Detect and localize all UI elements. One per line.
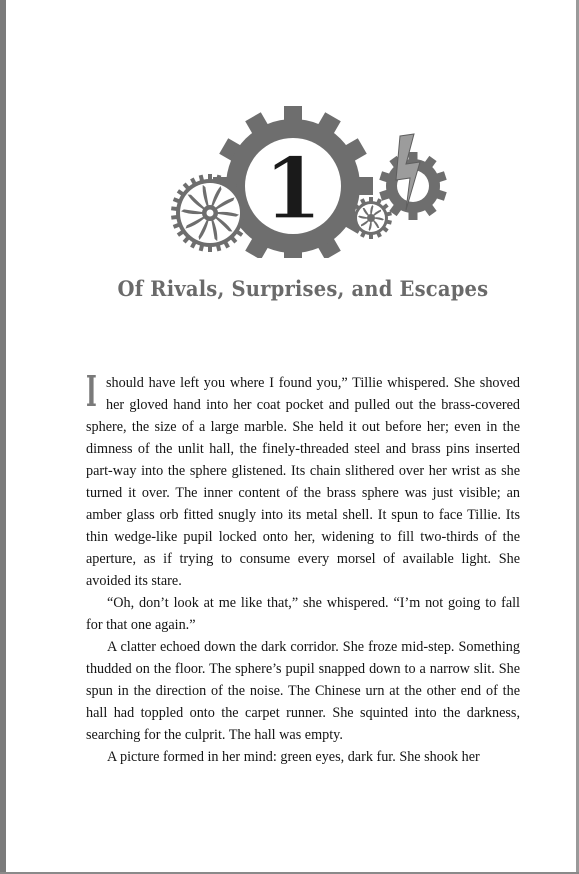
chapter-title: Of Rivals, Surprises, and Escapes: [117, 276, 489, 301]
paragraph-4: A picture formed in her mind: green eyes, dark fur. She shook her: [107, 749, 480, 765]
chapter-number: 1: [263, 139, 323, 238]
paragraph-1-text: should have left you where I found you,” Tillie whispered. She shoved her gloved hand into her coat pocket and pulled out the brass-covered sphere, the size of a large marble. She held it out before her; even in the dimness of the unlit hall, the finely-threaded steel and brass pins inserted part-way into the sphere glistened. Its chain slithered over her wrist as she turned it over. The inner content of the brass sphere was just visible; an amber glass orb fitted snugly into its metal shell. It spun to face Tillie. Its thin wedge-like pupil locked onto her, widening to fill two-thirds of the aperture, as if trying to consume every morsel of available light. She avoided its stare.: [86, 375, 520, 589]
paragraph-1: [86, 367, 520, 592]
paragraph-2: “Oh, don’t look at me like that,” she whispered. “I’m not going to fall for that one again.”: [86, 595, 520, 633]
chapter-gear-emblem: [168, 98, 448, 258]
drop-cap: I: [86, 367, 97, 416]
paragraph-3: A clatter echoed down the dark corridor. She froze mid-step. Something thudded on the floor. The sphere’s pupil snapped down to a narrow slit. She spun in the direction of the noise. The Chinese urn at the other end of the hall had toppled onto the carpet runner. She squinted into the darkness, searching for the culprit. The hall was empty.: [86, 639, 520, 743]
chapter-body: [86, 367, 520, 768]
page-frame-left: [0, 0, 6, 874]
